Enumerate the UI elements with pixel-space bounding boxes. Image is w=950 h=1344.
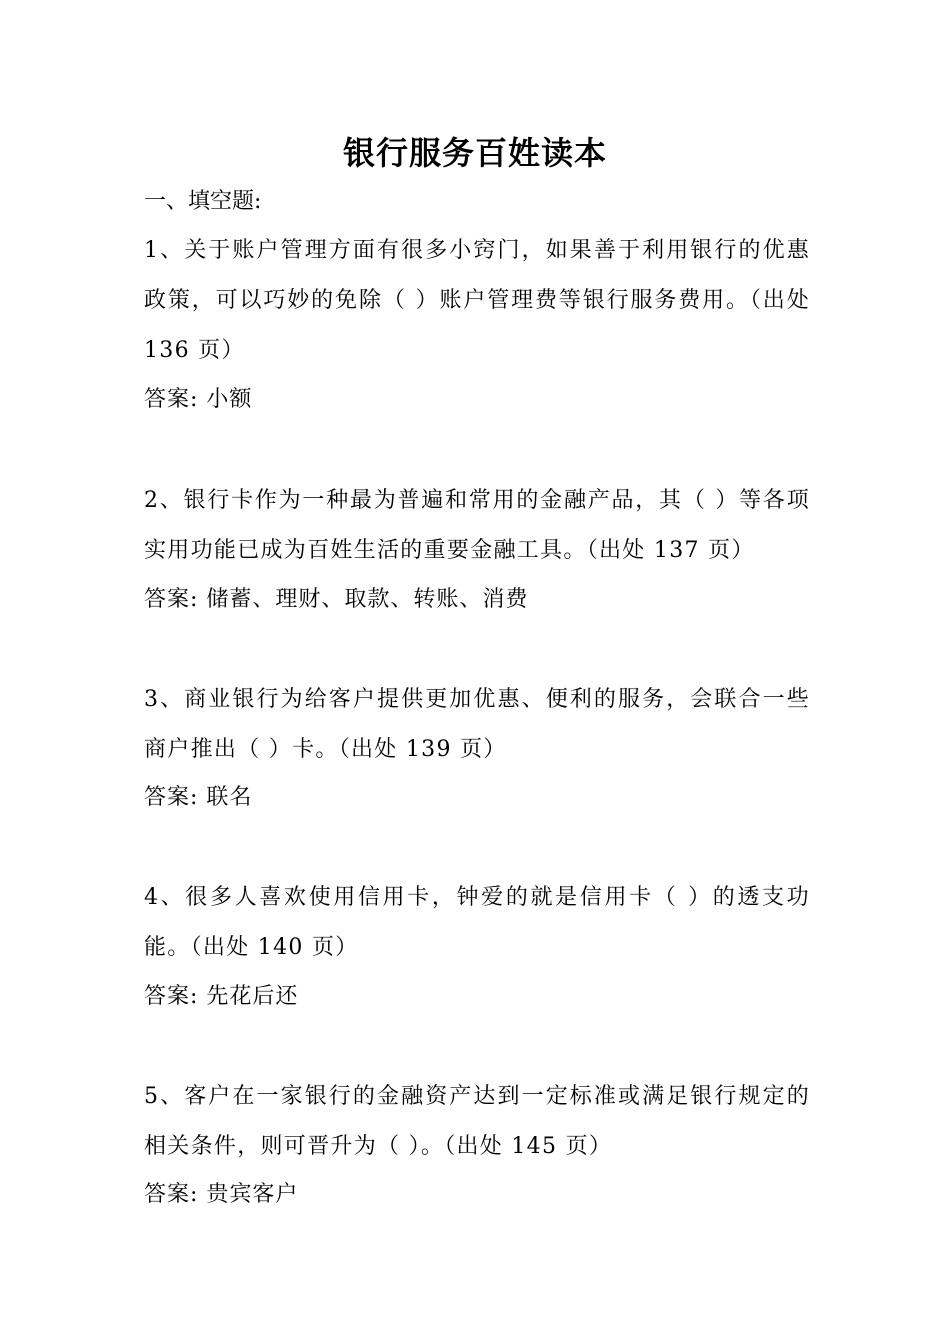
answer-label: 答案:: [144, 984, 199, 1009]
answer-text: 贵宾客户: [206, 1182, 299, 1207]
question-text: 1、关于账户管理方面有很多小窍门，如果善于利用银行的优惠政策，可以巧妙的免除（ ）账户管理费等银行服务费用。（出处 136 页）: [144, 238, 810, 363]
answer-text: 小额: [206, 387, 253, 412]
answer-text: 储蓄、理财、取款、转账、消费: [206, 587, 529, 612]
document-title: 银行服务百姓读本: [342, 134, 607, 172]
answer-text: 联名: [206, 785, 253, 810]
answer-text: 先花后还: [206, 984, 299, 1009]
answer-label: 答案:: [144, 785, 199, 810]
answer-line: [144, 776, 810, 820]
answer-line: [144, 1173, 810, 1217]
question-text: 4、很多人喜欢使用信用卡，钟爱的就是信用卡（ ）的透支功能。（出处 140 页）: [144, 885, 810, 960]
answer-line: [144, 975, 810, 1019]
answer-label: 答案:: [144, 387, 199, 412]
answer-label: 答案:: [144, 1182, 199, 1207]
answer-label: 答案:: [144, 587, 199, 612]
answer-line: [144, 378, 810, 422]
answer-line: [144, 578, 810, 622]
question-text: 2、银行卡作为一种最为普遍和常用的金融产品，其（ ）等各项实用功能已成为百姓生活的重要金融工具。（出处 137 页）: [144, 488, 810, 563]
section-heading: 一、填空题:: [144, 189, 262, 214]
question-text: 3、商业银行为给客户提供更加优惠、便利的服务，会联合一些商户推出（ ）卡。（出处 139 页）: [144, 687, 810, 762]
question-text: 5、客户在一家银行的金融资产达到一定标准或满足银行规定的相关条件，则可晋升为（ ）。（出处 145 页）: [144, 1084, 810, 1159]
